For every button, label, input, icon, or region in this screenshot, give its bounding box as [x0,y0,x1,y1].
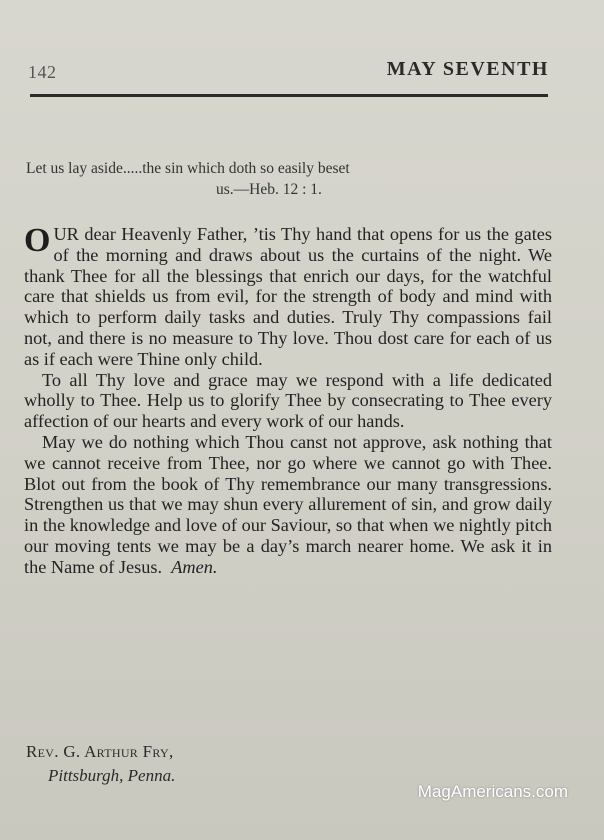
prayer-body [24,224,552,578]
watermark-text: MagAmericans.com [417,782,568,801]
amen: Amen. [171,556,218,577]
prayer-paragraph-1 [24,224,552,370]
drop-cap: O [24,222,51,259]
header-rule [30,94,548,97]
scripture-epigraph [26,158,551,200]
prayer-paragraph-3 [24,432,552,578]
running-title: MAY SEVENTH [386,58,549,80]
paragraph-1-text: UR dear Heavenly Father, ’tis Thy hand that opens for us the gates of the morning and draws about us the curtains of the night. We thank Thee for all the blessings that enrich our days, for the watchful care that shields us from evil, for the strength of body and mind with which to perform daily tasks and duties. Truly Thy compassions fail not, and there is no measure to Thy love. Thou dost care for each of us as if each were Thine only child. [24,224,552,369]
page-number: 142 [28,62,57,82]
paragraph-3-text: May we do nothing which Thou canst not approve, ask nothing that we cannot receive from Thee, nor go where we cannot go with Thee. Blot out from the book of Thy remembrance our many transgressions. Strengthen us that we may shun every allurement of sin, and grow daily in the knowledge and love of our Saviour, so that when we nightly pitch our moving tents we may be a day’s march nearer home. We ask it in the Name of Jesus. [24,431,552,577]
page-header [28,58,549,84]
signature-block [26,740,175,788]
epigraph-line-2: us.—Heb. 12 : 1. [216,181,322,198]
epigraph-line-1: Let us lay aside.....the sin which doth so easily beset [26,160,350,177]
author-place: Pittsburgh, Penna. [48,766,176,785]
author-name: Rev. G. Arthur Fry, [26,742,174,761]
prayer-paragraph-2: To all Thy love and grace may we respond with a life dedicated wholly to Thee. Help us to glorify Thee by consecrating to Thee every affection of our hearts and every work of our hands. [24,369,552,432]
